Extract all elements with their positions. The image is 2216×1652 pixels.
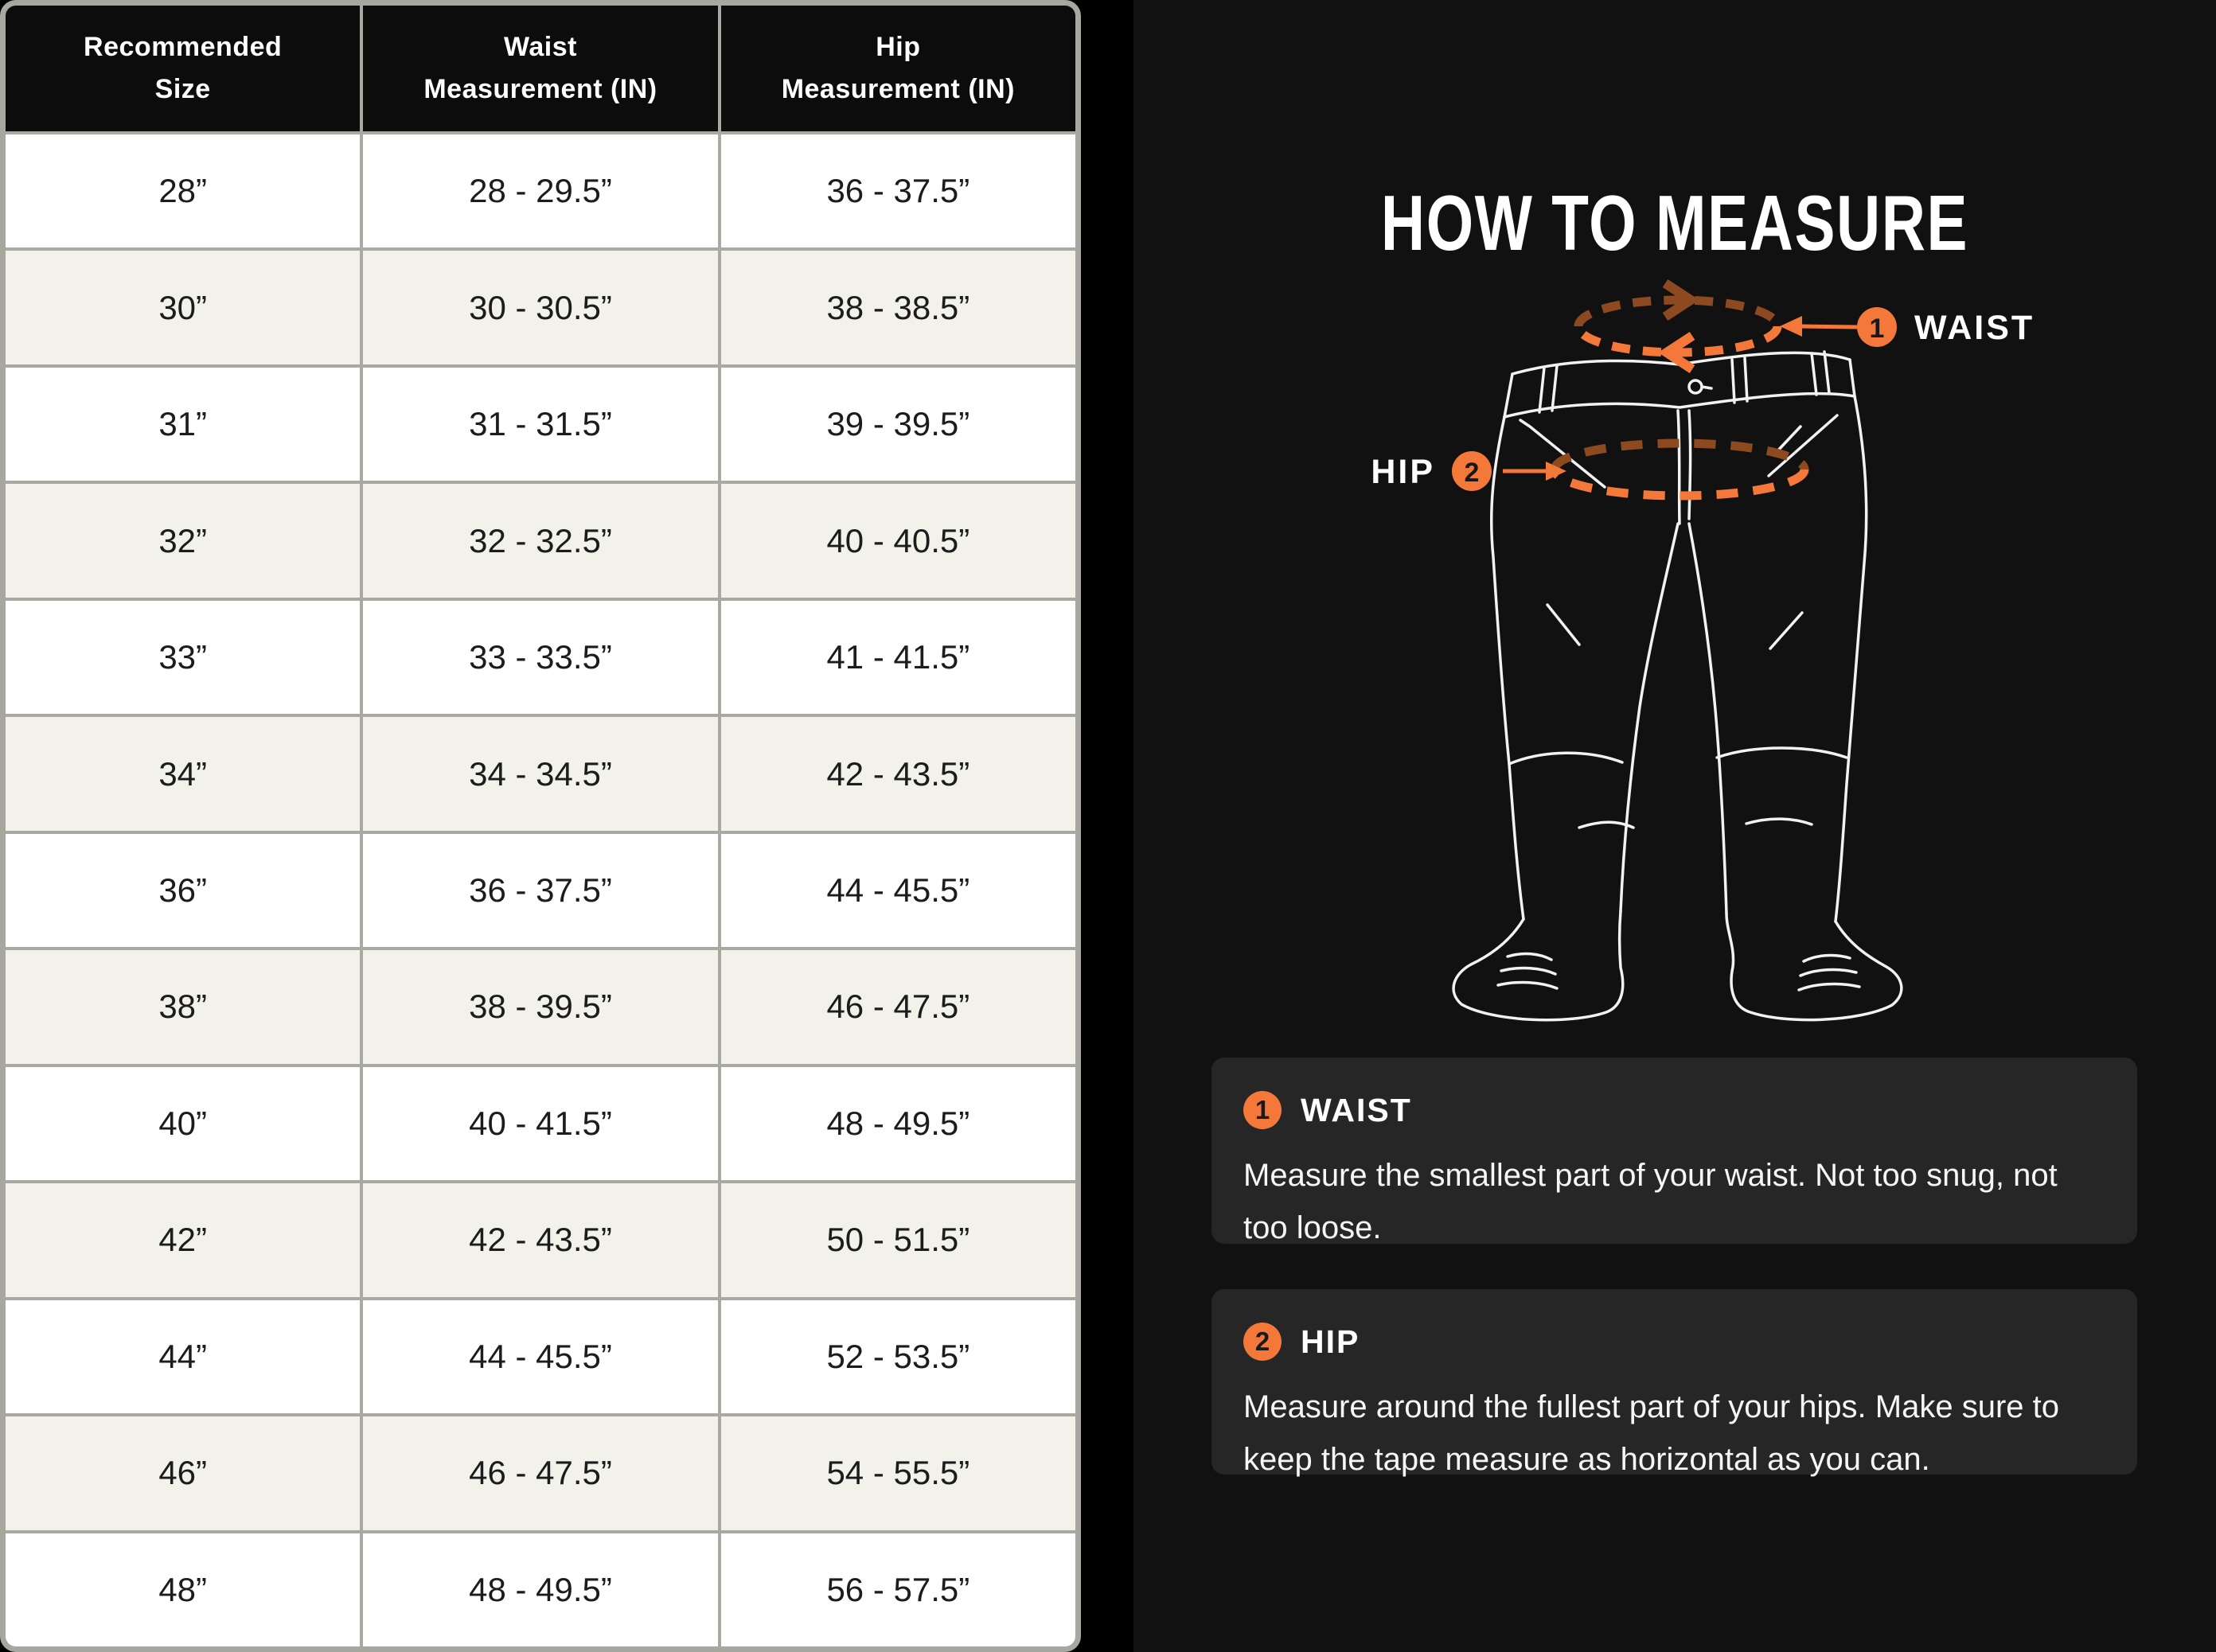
cell-waist: 36 - 37.5” (363, 834, 717, 947)
waist-card-header (1243, 1091, 2102, 1129)
cell-hip: 52 - 53.5” (721, 1300, 1075, 1413)
waist-card-body: Measure the smallest part of your waist. Not too snug, not too loose. (1243, 1158, 2058, 1245)
size-chart-table (0, 0, 1081, 1652)
cell-hip: 41 - 41.5” (721, 601, 1075, 714)
hip-card-header (1243, 1323, 2102, 1361)
cell-waist: 42 - 43.5” (363, 1183, 717, 1296)
cell-hip: 48 - 49.5” (721, 1067, 1075, 1180)
cell-hip: 36 - 37.5” (721, 134, 1075, 247)
waist-info-card (1211, 1058, 2137, 1244)
cell-waist: 40 - 41.5” (363, 1067, 717, 1180)
waist-marker-label: WAIST (1914, 309, 2035, 347)
cell-hip: 40 - 40.5” (721, 484, 1075, 597)
cell-waist: 31 - 31.5” (363, 368, 717, 481)
hip-marker-number: 2 (1464, 458, 1480, 488)
hip-info-card (1211, 1289, 2137, 1475)
hip-card-badge: 2 (1243, 1323, 1282, 1361)
hip-card-title: HIP (1301, 1323, 1360, 1360)
cell-size: 42” (6, 1183, 360, 1296)
waist-marker-number: 1 (1869, 314, 1885, 344)
cell-hip: 54 - 55.5” (721, 1416, 1075, 1529)
header-line: Size (154, 74, 211, 104)
waist-card-badge: 1 (1243, 1091, 1282, 1129)
cell-hip: 56 - 57.5” (721, 1533, 1075, 1646)
cell-waist: 48 - 49.5” (363, 1533, 717, 1646)
header-line: Waist (504, 32, 577, 63)
cell-waist: 34 - 34.5” (363, 717, 717, 830)
header-line: Measurement (IN) (781, 74, 1015, 104)
header-line: Recommended (84, 32, 283, 63)
cell-size: 34” (6, 717, 360, 830)
how-to-measure-panel (1133, 0, 2216, 1652)
cell-waist: 44 - 45.5” (363, 1300, 717, 1413)
cell-waist: 30 - 30.5” (363, 251, 717, 364)
hip-marker-label: HIP (1371, 453, 1435, 491)
pants-illustration (1453, 352, 1902, 1020)
cell-hip: 39 - 39.5” (721, 368, 1075, 481)
cell-size: 32” (6, 484, 360, 597)
cell-waist: 38 - 39.5” (363, 950, 717, 1063)
waist-marker (1780, 307, 2035, 347)
cell-size: 33” (6, 601, 360, 714)
cell-waist: 33 - 33.5” (363, 601, 717, 714)
hip-card-body: Measure around the fullest part of your hips. Make sure to keep the tape measure as horizontal as you can. (1243, 1389, 2059, 1477)
cell-waist: 28 - 29.5” (363, 134, 717, 247)
cell-hip: 44 - 45.5” (721, 834, 1075, 947)
cell-size: 40” (6, 1067, 360, 1180)
cell-hip: 50 - 51.5” (721, 1183, 1075, 1296)
cell-waist: 32 - 32.5” (363, 484, 717, 597)
cell-hip: 38 - 38.5” (721, 251, 1075, 364)
pants-measure-diagram (1133, 271, 2216, 1050)
cell-size: 48” (6, 1533, 360, 1646)
cell-size: 38” (6, 950, 360, 1063)
cell-size: 31” (6, 368, 360, 481)
cell-hip: 42 - 43.5” (721, 717, 1075, 830)
cell-hip: 46 - 47.5” (721, 950, 1075, 1063)
header-line: Hip (876, 32, 921, 63)
table-header-recommended-size (6, 6, 360, 131)
table-header-waist-measurement (363, 6, 717, 131)
cell-waist: 46 - 47.5” (363, 1416, 717, 1529)
hip-marker (1371, 451, 1566, 491)
waist-pointer-arrow-icon (1780, 316, 1802, 337)
header-line: Measurement (IN) (423, 74, 657, 104)
cell-size: 44” (6, 1300, 360, 1413)
cell-size: 36” (6, 834, 360, 947)
waist-card-title: WAIST (1301, 1091, 1412, 1128)
table-header-hip-measurement (721, 6, 1075, 131)
cell-size: 30” (6, 251, 360, 364)
cell-size: 46” (6, 1416, 360, 1529)
cell-size: 28” (6, 134, 360, 247)
panel-title: HOW TO MEASURE (1380, 179, 1969, 267)
